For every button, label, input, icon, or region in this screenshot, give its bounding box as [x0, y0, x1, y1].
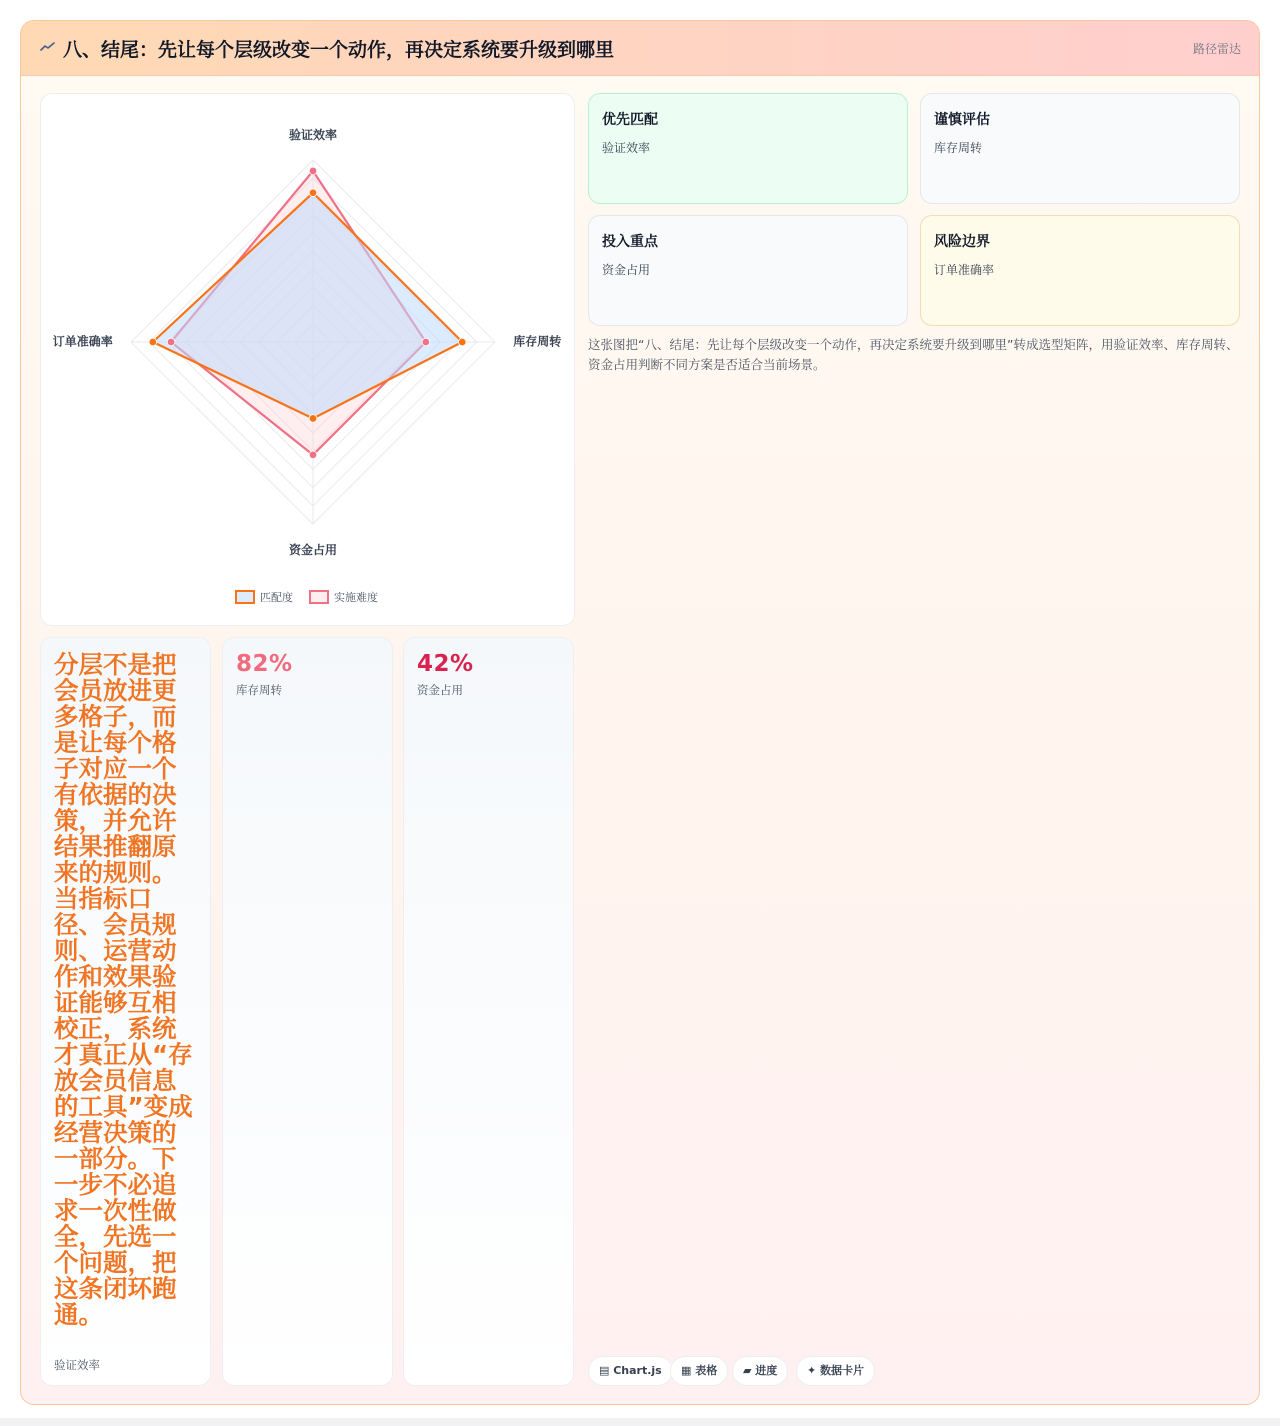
radar-legend: [236, 590, 378, 604]
chart-description: 这张图把“八、结尾：先让每个层级改变一个动作，再决定系统要升级到哪里”转成选型矩阵，用验证效率、库存周转、资金占用判断不同方案是否适合当前场景。: [588, 337, 1239, 372]
quadrant-sub: 验证效率: [602, 141, 651, 155]
quadrant-sub: 资金占用: [602, 263, 651, 277]
quadrant-cautious-eval: [920, 93, 1240, 204]
data-point: [458, 338, 466, 346]
legend-swatch: [310, 591, 328, 603]
trend-line-icon: [40, 39, 56, 55]
section-card: [20, 20, 1260, 1405]
chip-data-card[interactable]: ✦ 数据卡片: [796, 1356, 875, 1386]
legend-label: 匹配度: [260, 591, 293, 604]
quote-label: 验证效率: [54, 1358, 100, 1372]
data-point: [309, 167, 317, 175]
stat-card-capital: [403, 637, 574, 1386]
quadrant-sub: 库存周转: [934, 141, 983, 155]
page-title: 八、结尾：先让每个层级改变一个动作，再决定系统要升级到哪里: [63, 39, 615, 61]
header-tag: 路径雷达: [1192, 42, 1241, 56]
legend-swatch: [236, 591, 254, 603]
stat-value: 42%: [417, 651, 474, 677]
axis-label: 验证效率: [288, 127, 338, 142]
data-point: [309, 451, 317, 459]
chip-table[interactable]: ▦ 表格: [670, 1356, 728, 1386]
data-point: [422, 338, 430, 346]
radar-chart-panel: [40, 93, 575, 626]
quadrant-investment-focus: [588, 215, 908, 326]
stat-label: 库存周转: [236, 683, 282, 697]
chip-chartjs[interactable]: ▤ Chart.js: [588, 1356, 673, 1386]
data-point: [309, 189, 317, 197]
data-point: [167, 338, 175, 346]
data-point: [149, 338, 157, 346]
quadrant-title: 投入重点: [602, 234, 658, 250]
radar-chart: [41, 94, 576, 627]
quadrant-title: 优先匹配: [602, 112, 658, 128]
stat-card-inventory: [222, 637, 393, 1386]
quadrant-risk-boundary: [920, 215, 1240, 326]
chip-progress[interactable]: ▰ 进度: [732, 1356, 788, 1386]
stat-label: 资金占用: [417, 683, 463, 697]
quadrant-priority-match: [588, 93, 908, 204]
axis-label: 订单准确率: [52, 334, 113, 349]
section-header: [21, 21, 1260, 76]
quadrant-title: 风险边界: [934, 234, 990, 250]
quadrant-title: 谨慎评估: [934, 112, 990, 128]
axis-label: 库存周转: [513, 334, 562, 349]
stat-value: 82%: [236, 651, 293, 677]
quadrant-sub: 订单准确率: [934, 263, 995, 277]
data-point: [309, 415, 317, 423]
legend-label: 实施难度: [334, 591, 378, 604]
radar-series: [149, 167, 466, 459]
axis-label: 资金占用: [288, 542, 338, 557]
quote-card: [40, 637, 211, 1386]
quote-text: 分层不是把会员放进更多格子，而是让每个格子对应一个有依据的决策，并允许结果推翻原来的规则。当指标口径、会员规则、运营动作和效果验证能够互相校正，系统才真正从“存放会员信息的工具”变成经营决策的一部分。下一步不必追求一次性做全，先选一个问题，把这条闭环跑通。: [54, 650, 193, 1329]
